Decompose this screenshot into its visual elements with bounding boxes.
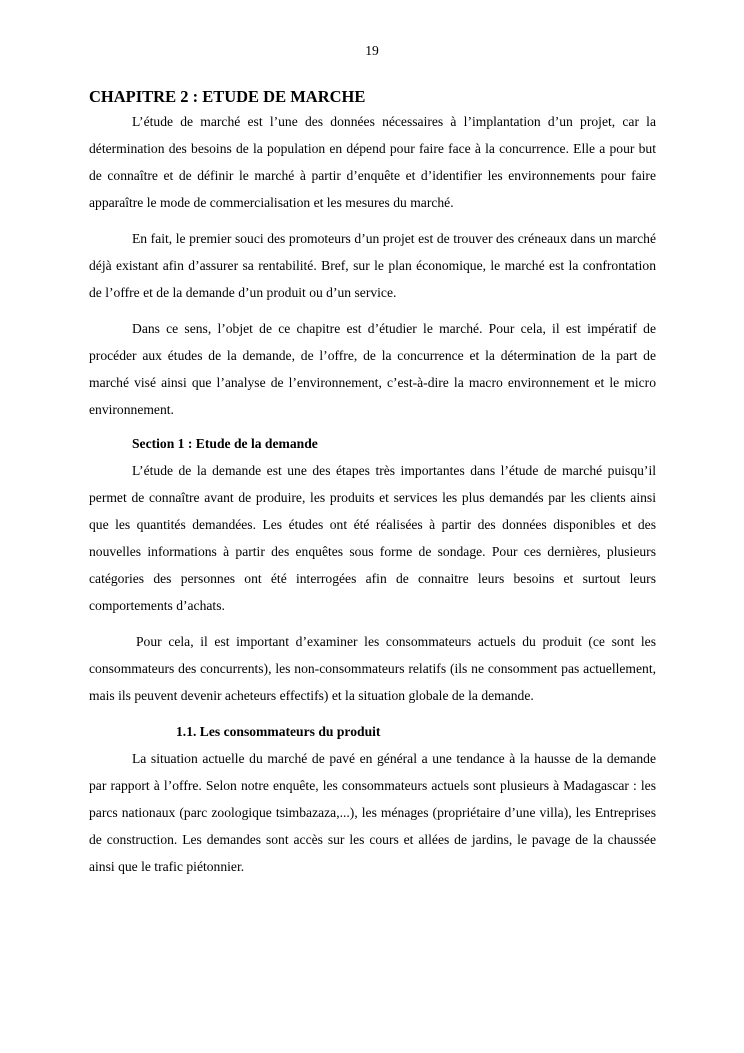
subsection-1-1-title: 1.1. Les consommateurs du produit [176, 724, 381, 739]
subsection-1-1-paragraph: La situation actuelle du marché de pavé en général a une tendance à la hausse de la demande par rapport à l’offre. Selon notre enquête, les consommateurs actuels sont plusieurs à Madagascar : les parcs nationaux (parc zoologique tsimbazaza,...), les ménages (propriétaire d’une villa), les Entreprises de construction. Les demandes sont accès sur les cours et allées de jardins, le pavage de la chaussée ainsi que le trafic piétonnier. [89, 751, 656, 874]
section-1-title: Section 1 : Etude de la demande [132, 436, 318, 451]
page-content [89, 86, 656, 880]
section-1-paragraph-2: Pour cela, il est important d’examiner les consommateurs actuels du produit (ce sont les consommateurs des concurrents), les non-consommateurs relatifs (ils ne consomment pas actuellement, mais ils peuvent devenir acheteurs effectifs) et la situation globale de la demande. [89, 634, 656, 703]
intro-paragraph-1: L’étude de marché est l’une des données nécessaires à l’implantation d’un projet, car la détermination des besoins de la population en dépend pour faire face à la concurrence. Elle a pour but de connaître et de définir le marché à partir d’enquête et d’identifier les environnements pour faire apparaître le mode de commercialisation et les mesures du marché. [89, 114, 656, 210]
page-number: 19 [365, 43, 379, 58]
chapter-title: CHAPITRE 2 : ETUDE DE MARCHE [89, 87, 366, 106]
section-1-paragraph-1: L’étude de la demande est une des étapes très importantes dans l’étude de marché puisqu’il permet de connaître avant de produire, les produits et services les plus demandés par les clients ainsi que les quantités demandées. Les études ont été réalisées à partir des données disponibles et des nouvelles informations à partir des enquêtes sous forme de sondage. Pour ces dernières, plusieurs catégories des personnes ont été interrogées afin de connaitre leurs besoins et surtout leurs comportements d’achats. [89, 463, 656, 613]
intro-paragraph-3: Dans ce sens, l’objet de ce chapitre est d’étudier le marché. Pour cela, il est impératif de procéder aux études de la demande, de l’offre, de la concurrence et la détermination de la part de marché visé ainsi que l’analyse de l’environnement, c’est-à-dire la macro environnement et le micro environnement. [89, 321, 656, 417]
intro-paragraph-2: En fait, le premier souci des promoteurs d’un projet est de trouver des créneaux dans un marché déjà existant afin d’assurer sa rentabilité. Bref, sur le plan économique, le marché est la confrontation de l’offre et de la demande d’un produit ou d’un service. [89, 231, 656, 300]
